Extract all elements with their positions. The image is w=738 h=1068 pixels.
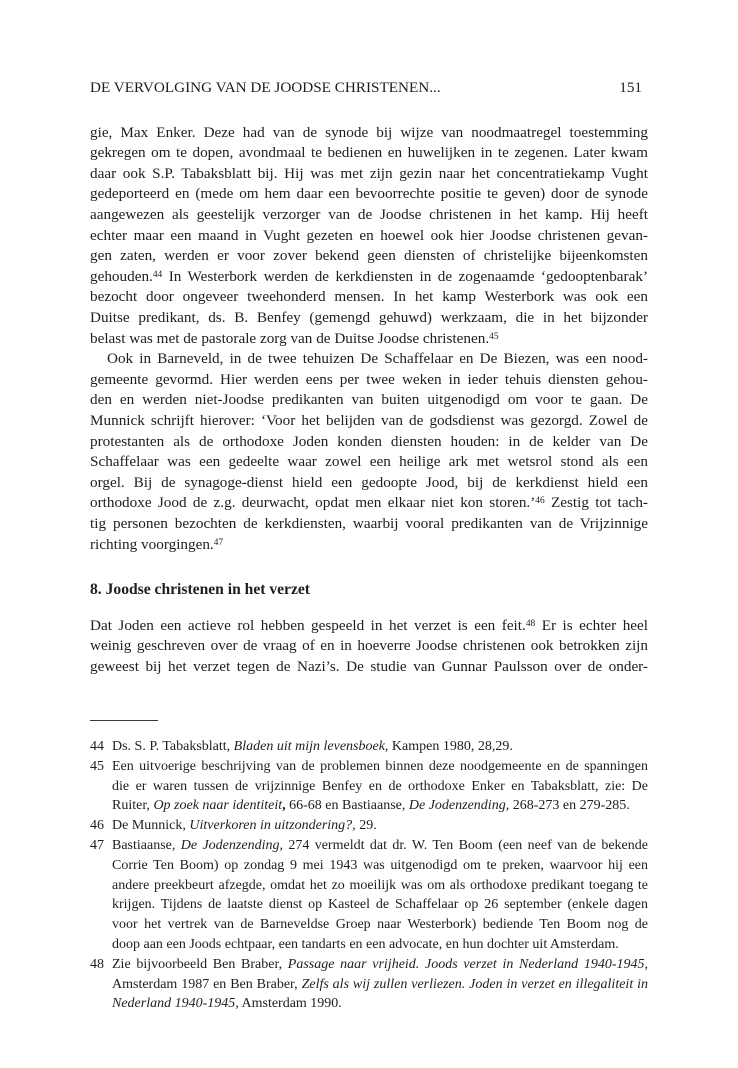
italic-title: De Jodenzending, — [408, 798, 510, 814]
text-run: 66-68 en Bastiaanse, — [285, 798, 409, 814]
text-line — [90, 226, 648, 247]
text-line — [112, 737, 648, 757]
text-line — [90, 636, 648, 657]
text-run: protestanten als de orthodoxe Joden konden diensten houden: in de kelder van De — [90, 432, 648, 450]
running-title: DE VERVOLGING VAN DE JOODSE CHRISTENEN... — [90, 79, 441, 96]
text-line — [90, 535, 648, 556]
italic-title: Zelfs als wij zullen verliezen. Joden in verzet en illegaliteit in — [301, 976, 648, 992]
text-line — [90, 205, 648, 226]
text-run: In Westerbork werden de kerkdiensten in de zogenaamde ‘gedooptenbarak’ — [162, 267, 648, 285]
text-line — [112, 895, 648, 915]
text-run: orgel. Bij de synagoge-dienst hield een gedoopte Jood, bij de kerkdienst hield een — [90, 473, 648, 491]
text-run: Er is echter heel — [535, 616, 649, 634]
running-head — [90, 78, 642, 98]
footnote-reference: 44 — [152, 269, 163, 280]
text-run: Ook in Barneveld, in de twee tehuizen De Schaffelaar en De Biezen, was een nood- — [107, 350, 648, 368]
text-line — [90, 390, 648, 411]
text-line — [90, 184, 648, 205]
text-run: Zestig tot tach- — [544, 494, 648, 512]
text-line — [90, 432, 648, 453]
text-run: Amsterdam 1987 en Ben Braber, — [112, 976, 302, 992]
section-heading: 8. Joodse christenen in het verzet — [90, 580, 311, 598]
text-run: , — [644, 956, 648, 972]
text-line — [112, 796, 648, 816]
text-line — [90, 616, 648, 637]
text-line — [90, 287, 648, 308]
text-line — [90, 308, 648, 329]
footnote-text — [112, 816, 648, 836]
text-line — [90, 452, 648, 473]
footnote-text — [112, 737, 648, 757]
footnote-reference: 47 — [213, 537, 224, 548]
body-paragraph — [90, 349, 648, 555]
text-line — [90, 370, 648, 391]
text-run: daar ook S.P. Tabaksblatt bij. Hij was met zijn gezin naar het concentratiekamp Vught — [90, 164, 648, 182]
italic-title: Passage naar vrijheid. Joods verzet in Nederland 1940-1945 — [287, 956, 645, 972]
text-run: 29. — [355, 818, 377, 834]
text-line — [112, 975, 648, 995]
footnote — [90, 836, 648, 955]
text-run: Bastiaanse, — [112, 838, 181, 854]
text-line — [90, 473, 648, 494]
text-run: echter maar een maand in Vught gezeten en hoewel ook hier Joodse christenen gevan- — [90, 226, 648, 244]
text-line — [112, 816, 648, 836]
text-run: den en werden niet-Joodse predikanten van buiten uitgenodigd om voor te gaan. De — [90, 391, 648, 409]
text-run: De Munnick, — [112, 818, 190, 834]
footnote-text — [112, 836, 648, 955]
text-run: Een uitvoerige beschrijving van de problemen binnen deze noodgemeente en de spanningen — [112, 758, 648, 774]
text-line — [90, 657, 648, 678]
italic-title: De Jodenzending, — [180, 838, 283, 854]
text-line — [112, 876, 648, 896]
text-line — [90, 246, 648, 267]
text-line — [90, 123, 648, 144]
body-paragraph — [90, 616, 648, 678]
italic-title: Bladen uit mijn levensboek — [233, 739, 385, 755]
text-line — [112, 757, 648, 777]
text-run: gekregen om te dopen, avondmaal te bedienen en huwelijken in te zegenen. Later kwam — [90, 144, 648, 162]
text-line — [112, 836, 648, 856]
text-run: gen zaten, werden er voor zover bekend geen diensten of christelijke bijeenkomsten — [90, 247, 648, 265]
text-run: orthodoxe Jood de z.g. deurwacht, opdat men elkaar niet kon storen.’ — [90, 494, 536, 512]
italic-title: Nederland 1940-1945 — [112, 996, 236, 1012]
text-run: gemeente gevormd. Hier werden eens per twee weken in ieder tehuis diensten gehou- — [90, 370, 648, 388]
italic-title: Op zoek naar identiteit — [153, 798, 283, 814]
footnote-separator — [90, 720, 158, 721]
footnote-number: 44 — [90, 739, 104, 755]
text-line — [90, 329, 648, 350]
text-run: 274 vermeldt dat dr. W. Ten Boom (een neef van de bekende — [282, 838, 648, 854]
text-run: 268-273 en 279-285. — [509, 798, 630, 814]
text-run: tig personen bezochten de kerkdiensten, waarbij vooral predikanten van de Vrijzinnige — [90, 514, 648, 532]
text-line — [112, 994, 648, 1014]
text-run: Duitse predikant, ds. B. Benfey (gemengd gehuwd) werkzaam, die in het bijzonder — [90, 309, 648, 327]
footnote — [90, 816, 648, 836]
text-run: Ds. S. P. Tabaksblatt, — [112, 739, 234, 755]
text-run: Ruiter, — [112, 798, 154, 814]
text-run: die er waren tussen de vrijzinnige Benfey en de orthodoxe Enker en Tabaksblatt, zie: De — [112, 778, 648, 794]
text-run: gie, Max Enker. Deze had van de synode bij wijze van noodmaatregel toestemming — [90, 123, 648, 141]
text-run: Dat Joden een actieve rol hebben gespeeld in het verzet is een feit. — [90, 616, 526, 634]
footnote — [90, 757, 648, 816]
text-run: belast was met de pastorale zorg van de Duitse Joodse christenen. — [90, 329, 490, 347]
text-run: gehouden. — [90, 267, 153, 285]
footnote-number: 45 — [90, 758, 104, 774]
footnote-reference: 45 — [489, 331, 499, 342]
text-run: , Amsterdam 1990. — [235, 996, 342, 1012]
text-run: Corrie Ten Boom) op zondag 9 mei 1943 was uitgenodigd om te preken, waarvoor hij een — [112, 857, 648, 873]
text-run: gedeporteerd en (mede om hem daar een bevoorrechte positie te geven) door de synode — [90, 185, 648, 203]
text-line — [112, 935, 648, 955]
page-number: 151 — [619, 79, 642, 96]
main-text — [90, 123, 648, 678]
footnote-text — [112, 757, 648, 816]
text-run: geweest bij het verzet tegen de Nazi’s. De studie van Gunnar Paulsson over de onder- — [90, 657, 648, 675]
text-run: doop aan een Joods echtpaar, een tandarts en een advocate, en hun dochter uit Amsterdam. — [112, 937, 619, 953]
footnote-number: 48 — [90, 956, 104, 972]
text-run: richting voorgingen. — [90, 535, 214, 553]
bold-text: , — [282, 798, 286, 814]
text-line — [90, 493, 648, 514]
text-run: krijgen. Tijdens de laatste dienst op Kasteel de Schaffelaar op 26 september (enkele dagen — [112, 897, 648, 913]
text-line — [90, 164, 648, 185]
footnote-text — [112, 955, 648, 1014]
text-run: aangewezen als geestelijk verzorger van de Joodse christenen in het kamp. Hij heeft — [90, 206, 648, 224]
text-line — [112, 777, 648, 797]
text-run: andere preekbeurt afzegde, omdat het zo moeilijk was om als orthodoxe predikant toegang te — [112, 877, 648, 893]
italic-title: Uitverkoren in uitzondering?, — [189, 818, 356, 834]
text-run: voor het vertrek van de Barneveldse Groep naar Westerbork) bediende Ten Boom nog de — [112, 917, 648, 933]
footnote-number: 46 — [90, 818, 104, 834]
footnote-reference: 48 — [525, 618, 536, 629]
text-run: Schaffelaar was een gedeelte waar zowel een heilige ark met wetsrol stond als een — [90, 453, 648, 471]
text-line — [90, 411, 648, 432]
text-line — [90, 514, 648, 535]
footnote — [90, 737, 648, 757]
text-line — [112, 856, 648, 876]
text-run: weinig geschreven over de vraag of en in hoeverre Joodse christenen ook betrokken zijn — [90, 637, 648, 655]
footnotes — [90, 737, 648, 1014]
footnote-number: 47 — [90, 838, 104, 854]
text-line — [112, 915, 648, 935]
footnote-reference: 46 — [535, 496, 545, 507]
text-run: Munnick schrijft hierover: ‘Voor het belijden van de godsdienst was gezorgd. Zowel de — [90, 412, 648, 429]
text-line — [112, 955, 648, 975]
body-paragraph — [90, 123, 648, 350]
text-line — [90, 143, 648, 164]
text-run: Zie bijvoorbeeld Ben Braber, — [112, 956, 288, 972]
footnote — [90, 955, 648, 1014]
text-line — [90, 349, 648, 370]
text-run: , Kampen 1980, 28,29. — [384, 739, 513, 755]
text-run: bezocht door ongeveer tweehonderd mensen. In het kamp Westerbork was ook een — [90, 288, 648, 306]
text-line — [90, 267, 648, 288]
